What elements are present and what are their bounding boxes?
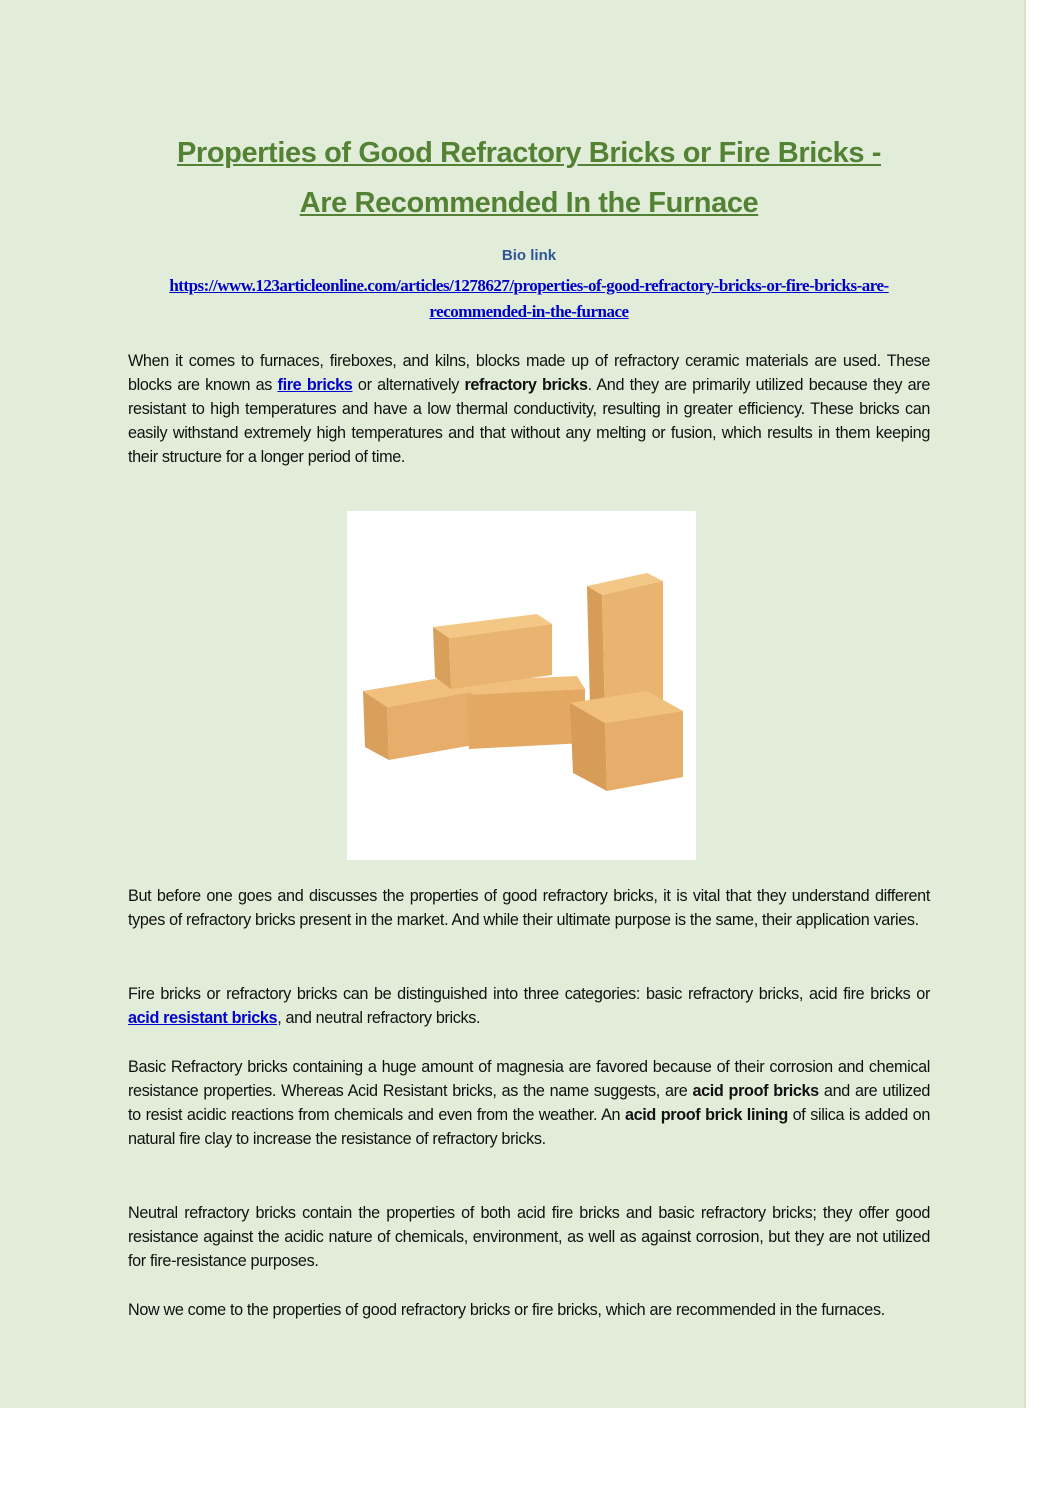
title-line-1: Properties of Good Refractory Bricks or Fire Bricks - <box>176 137 881 169</box>
fire-bricks-link[interactable]: fire bricks <box>277 376 353 394</box>
paragraph-neutral: Neutral refractory bricks contain the properties of both acid fire bricks and basic refractory bricks; they offer good resistance against the acidic nature of chemicals, environment, as well as against corrosion, but they are not utilized for fire-resistance purposes. <box>128 1204 930 1270</box>
text: of silica is added on natural fire clay to increase the resistance of refractory bricks. <box>128 1106 930 1148</box>
title-line-2: Are Recommended In the Furnace <box>299 187 759 219</box>
text: . And they are primarily utilized because they are resistant to high temperatures and have a low thermal conductivity, resulting in greater efficiency. These bricks can easily withstand extremely high temperatures and that without any melting or fusion, which results in them keeping their structure for a longer period of time. <box>128 376 930 466</box>
bio-link-label: Bio link <box>501 247 557 264</box>
text: When it comes to furnaces, fireboxes, and kilns, blocks made up of refractory ceramic materials are used. These blocks are known as <box>128 352 930 394</box>
paragraph-types-intro: But before one goes and discusses the properties of good refractory bricks, it is vital that they understand different types of refractory bricks present in the market. And while their ultimate purpose is the same, their application varies. <box>128 887 930 929</box>
paragraph-basic-acid <box>128 1055 930 1151</box>
page-title <box>100 128 958 228</box>
bold-text: refractory bricks <box>464 376 588 394</box>
acid-resistant-bricks-link[interactable]: acid resistant bricks <box>128 1009 278 1027</box>
bold-text: acid proof brick lining <box>624 1106 788 1124</box>
text: or alternatively <box>352 376 465 394</box>
text: Fire bricks or refractory bricks can be distinguished into three categories: basic refractory bricks, acid fire bricks or <box>128 985 930 1003</box>
bio-url-link[interactable]: https://www.123articleonline.com/articles/1278627/properties-of-good-refractory-bricks-or-fire-bricks-are-recommended-in-the-furnace <box>169 276 889 321</box>
text: and are utilized to resist acidic reactions from chemicals and even from the weather. An <box>128 1082 930 1124</box>
bold-text: acid proof bricks <box>692 1082 819 1100</box>
paragraph-properties: Now we come to the properties of good refractory bricks or fire bricks, which are recommended in the furnaces. <box>128 1301 885 1319</box>
text: , and neutral refractory bricks. <box>277 1009 481 1027</box>
text: Basic Refractory bricks containing a huge amount of magnesia are favored because of their corrosion and chemical resistance properties. Whereas Acid Resistant bricks, as the name suggests, are <box>128 1058 930 1100</box>
fire-bricks-image <box>347 511 696 860</box>
paragraph-categories <box>128 982 930 1030</box>
paragraph-intro <box>128 349 930 469</box>
